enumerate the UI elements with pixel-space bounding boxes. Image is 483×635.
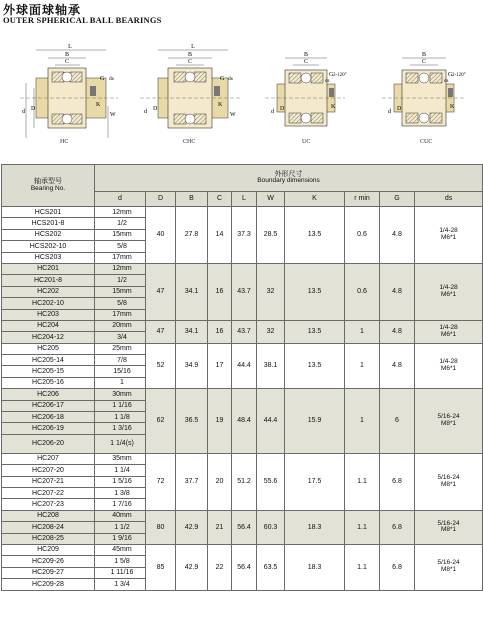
cell-model: HC205-15 (2, 366, 95, 377)
cell-l: 37.3 (232, 207, 257, 264)
cell-model: HC208-24 (2, 522, 95, 533)
cell-c: 16 (208, 320, 232, 343)
cell-model: HC205 (2, 343, 95, 354)
cell-model: HC206-18 (2, 412, 95, 423)
svg-text:G: G (220, 76, 225, 82)
cell-l: 56.4 (232, 510, 257, 544)
cell-model: HC207-20 (2, 465, 95, 476)
svg-text:B: B (421, 52, 427, 58)
cell-model: HC206-17 (2, 400, 95, 411)
cell-ds-line: 5/16-24 (437, 519, 460, 527)
cell-d: 17mm (95, 252, 146, 263)
cell-ds (415, 510, 483, 544)
header-dimensions-en: Boundary dimensions (257, 177, 320, 185)
cell-d: 52 (146, 343, 176, 389)
cell-d: 1 1/8 (95, 412, 146, 423)
cell-model: HCS202 (2, 229, 95, 240)
cell-c: 22 (208, 544, 232, 590)
page-title-en: OUTER SPHERICAL BALL BEARINGS (3, 15, 162, 25)
table-row (2, 510, 483, 521)
cell-ds (415, 389, 483, 454)
cell-d: 1 (95, 377, 146, 388)
cell-b: 27.8 (176, 207, 208, 264)
bearing-diagrams (0, 38, 483, 158)
cell-k: 13.5 (285, 207, 345, 264)
cell-d: 1 5/8 (95, 556, 146, 567)
cell-model: HCS201-8 (2, 218, 95, 229)
cell-g: 6 (380, 389, 415, 454)
cell-b: 34.1 (176, 320, 208, 343)
cell-model: HC204-12 (2, 332, 95, 343)
cell-c: 17 (208, 343, 232, 389)
cell-model: HC208 (2, 510, 95, 521)
svg-text:ds: ds (228, 76, 233, 82)
cell-g: 6.8 (380, 544, 415, 590)
header-col-l: L (232, 192, 257, 207)
cell-c: 20 (208, 453, 232, 510)
cell-model: HC204 (2, 320, 95, 331)
uc-diagram (265, 52, 347, 126)
svg-text:K: K (218, 102, 223, 108)
svg-text:D: D (397, 106, 402, 112)
cell-w: 32 (257, 320, 285, 343)
cell-g: 4.8 (380, 207, 415, 264)
cell-ds-line: 1/4-28 (439, 358, 458, 366)
cell-d: 72 (146, 453, 176, 510)
cell-d: 7/8 (95, 355, 146, 366)
cell-ds-line: M8*1 (440, 420, 457, 428)
cell-r: 0.6 (345, 263, 380, 320)
cell-model: HC202-10 (2, 298, 95, 309)
svg-text:C: C (187, 59, 193, 65)
cell-g: 6.8 (380, 510, 415, 544)
svg-text:D: D (280, 106, 285, 112)
cell-g: 4.8 (380, 320, 415, 343)
svg-text:C: C (64, 59, 70, 65)
header-model (2, 165, 95, 207)
svg-text:K: K (331, 104, 336, 110)
cell-k: 18.3 (285, 510, 345, 544)
cell-model: HCS203 (2, 252, 95, 263)
cell-w: 63.5 (257, 544, 285, 590)
svg-text:L: L (191, 44, 195, 50)
cell-model: HC207 (2, 453, 95, 464)
cell-d: 1/2 (95, 218, 146, 229)
svg-text:2-120°: 2-120° (333, 73, 347, 78)
cell-d: 35mm (95, 453, 146, 464)
cell-model: HC206 (2, 389, 95, 400)
cell-ds-line: M6*1 (440, 290, 457, 298)
svg-text:K: K (96, 102, 101, 108)
cell-d: 80 (146, 510, 176, 544)
svg-text:ds: ds (109, 76, 114, 82)
table-row (2, 389, 483, 400)
header-col-b: B (176, 192, 208, 207)
cell-d: 15mm (95, 286, 146, 297)
table-row (2, 320, 483, 331)
svg-text:d: d (144, 109, 147, 115)
page-title-cn: 外球面球轴承 (3, 3, 82, 17)
cell-d: 12mm (95, 263, 146, 274)
cell-model: HC201-8 (2, 275, 95, 286)
cell-b: 34.1 (176, 263, 208, 320)
diagram-label-hc: HC (60, 139, 69, 145)
table-header (2, 165, 483, 207)
header-col-d: D (146, 192, 176, 207)
svg-text:C: C (303, 59, 309, 65)
diagram-label-cuc: CUC (420, 139, 433, 145)
cell-w: 28.5 (257, 207, 285, 264)
svg-text:ds: ds (325, 79, 330, 84)
cell-d: 1 1/16 (95, 400, 146, 411)
header-col-d: d (95, 192, 146, 207)
cell-d: 1 11/16 (95, 567, 146, 578)
header-model-cn: 轴承型号 (34, 177, 62, 186)
cell-model: HC202 (2, 286, 95, 297)
cell-k: 18.3 (285, 544, 345, 590)
svg-text:C: C (421, 59, 427, 65)
cell-model: HC207-22 (2, 487, 95, 498)
cell-w: 44.4 (257, 389, 285, 454)
cell-d: 1/2 (95, 275, 146, 286)
cell-k: 17.5 (285, 453, 345, 510)
cell-l: 43.7 (232, 263, 257, 320)
cell-d: 15mm (95, 229, 146, 240)
cell-d: 1 3/4 (95, 579, 146, 590)
cell-ds-line: 1/4-28 (439, 284, 458, 292)
cell-d: 30mm (95, 389, 146, 400)
cell-d: 47 (146, 263, 176, 320)
cell-d: 15/16 (95, 366, 146, 377)
cell-ds-line: 5/16-24 (437, 473, 460, 481)
cell-d: 47 (146, 320, 176, 343)
svg-text:D: D (153, 106, 158, 112)
cell-l: 43.7 (232, 320, 257, 343)
table-row (2, 263, 483, 274)
header-col-w: W (257, 192, 285, 207)
cell-r: 1.1 (345, 510, 380, 544)
cell-model: HCS201 (2, 207, 95, 218)
chc-diagram (140, 44, 240, 128)
cell-g: 4.8 (380, 343, 415, 389)
cell-b: 42.9 (176, 544, 208, 590)
cell-w: 32 (257, 263, 285, 320)
svg-text:d: d (388, 109, 391, 115)
cell-d: 17mm (95, 309, 146, 320)
cell-g: 6.8 (380, 453, 415, 510)
svg-text:G: G (448, 72, 453, 78)
svg-text:2-120°: 2-120° (452, 73, 466, 78)
svg-text:W: W (110, 112, 116, 118)
cell-r: 0.6 (345, 207, 380, 264)
header-dimensions-cn: 外形尺寸 (274, 169, 303, 178)
cell-l: 44.4 (232, 343, 257, 389)
cell-ds-line: M6*1 (440, 330, 457, 338)
table-row (2, 343, 483, 354)
cell-ds (415, 544, 483, 590)
cell-ds-line: 5/16-24 (437, 559, 460, 567)
cell-c: 14 (208, 207, 232, 264)
svg-text:d: d (22, 109, 25, 115)
svg-text:ds: ds (444, 79, 449, 84)
cell-model: HC209-27 (2, 567, 95, 578)
cell-ds (415, 263, 483, 320)
cell-l: 56.4 (232, 544, 257, 590)
cell-d: 5/8 (95, 298, 146, 309)
cell-w: 55.6 (257, 453, 285, 510)
cell-k: 13.5 (285, 320, 345, 343)
svg-text:B: B (187, 52, 193, 58)
cell-d: 40mm (95, 510, 146, 521)
cell-d: 25mm (95, 343, 146, 354)
cell-ds (415, 320, 483, 343)
cell-c: 16 (208, 263, 232, 320)
cell-d: 5/8 (95, 241, 146, 252)
cell-l: 51.2 (232, 453, 257, 510)
diagram-label-chc: CHC (183, 139, 196, 145)
cell-model: HC203 (2, 309, 95, 320)
svg-text:K: K (450, 104, 455, 110)
cell-ds-line: M8*1 (440, 480, 457, 488)
cell-k: 15.9 (285, 389, 345, 454)
svg-text:D: D (31, 106, 36, 112)
cell-d: 45mm (95, 544, 146, 555)
table-body (2, 207, 483, 591)
cell-r: 1 (345, 389, 380, 454)
cell-ds (415, 343, 483, 389)
hc-diagram (20, 44, 118, 138)
cell-c: 21 (208, 510, 232, 544)
cell-d: 1 1/4 (95, 465, 146, 476)
cell-k: 13.5 (285, 263, 345, 320)
header-model-en: Bearing No. (30, 184, 66, 192)
cell-model: HC209-26 (2, 556, 95, 567)
header-col-k: K (285, 192, 345, 207)
header-col-r-min: r min (345, 192, 380, 207)
cell-r: 1 (345, 343, 380, 389)
cell-model: HC209 (2, 544, 95, 555)
cell-b: 37.7 (176, 453, 208, 510)
cell-b: 34.9 (176, 343, 208, 389)
cell-ds (415, 207, 483, 264)
cell-model: HC206-19 (2, 423, 95, 434)
cell-d: 3/4 (95, 332, 146, 343)
diagram-label-uc: UC (302, 139, 311, 145)
svg-text:G: G (100, 76, 105, 82)
cell-ds-line: 5/16-24 (437, 413, 460, 421)
cuc-diagram (382, 52, 466, 126)
cell-b: 36.5 (176, 389, 208, 454)
table-row (2, 207, 483, 218)
bearing-spec-table (1, 164, 483, 591)
cell-model: HC207-21 (2, 476, 95, 487)
cell-k: 13.5 (285, 343, 345, 389)
table-row (2, 453, 483, 464)
cell-d: 40 (146, 207, 176, 264)
cell-w: 38.1 (257, 343, 285, 389)
cell-d: 1 5/16 (95, 476, 146, 487)
cell-d: 1 1/4(s) (95, 434, 146, 453)
cell-d: 85 (146, 544, 176, 590)
cell-d: 1 3/8 (95, 487, 146, 498)
svg-text:B: B (64, 52, 70, 58)
svg-text:W: W (230, 112, 236, 118)
cell-model: HC206-20 (2, 434, 95, 453)
cell-ds-line: M6*1 (440, 364, 457, 372)
cell-b: 42.9 (176, 510, 208, 544)
cell-g: 4.8 (380, 263, 415, 320)
svg-text:d: d (271, 109, 274, 115)
cell-w: 60.3 (257, 510, 285, 544)
cell-model: HC205-16 (2, 377, 95, 388)
table-row (2, 544, 483, 555)
cell-ds-line: M8*1 (440, 526, 457, 534)
cell-model: HC201 (2, 263, 95, 274)
svg-text:L: L (68, 44, 72, 50)
svg-text:B: B (303, 52, 309, 58)
svg-text:G: G (329, 72, 334, 78)
cell-model: HCS202-10 (2, 241, 95, 252)
cell-d: 1 3/16 (95, 423, 146, 434)
header-col-ds: ds (415, 192, 483, 207)
cell-d: 20mm (95, 320, 146, 331)
cell-model: HC208-25 (2, 533, 95, 544)
header-dimensions (95, 165, 483, 192)
cell-model: HC209-28 (2, 579, 95, 590)
cell-d: 1 1/2 (95, 522, 146, 533)
cell-d: 12mm (95, 207, 146, 218)
cell-model: HC207-23 (2, 499, 95, 510)
cell-d: 62 (146, 389, 176, 454)
header-col-c: C (208, 192, 232, 207)
cell-ds-line: M6*1 (440, 233, 457, 241)
cell-ds-line: 1/4-28 (439, 227, 458, 235)
cell-c: 19 (208, 389, 232, 454)
cell-r: 1.1 (345, 544, 380, 590)
cell-ds-line: 1/4-28 (439, 323, 458, 331)
cell-ds (415, 453, 483, 510)
cell-r: 1 (345, 320, 380, 343)
cell-l: 48.4 (232, 389, 257, 454)
cell-d: 1 9/16 (95, 533, 146, 544)
cell-d: 1 7/16 (95, 499, 146, 510)
cell-ds-line: M8*1 (440, 566, 457, 574)
cell-model: HC205-14 (2, 355, 95, 366)
header-col-g: G (380, 192, 415, 207)
cell-r: 1.1 (345, 453, 380, 510)
